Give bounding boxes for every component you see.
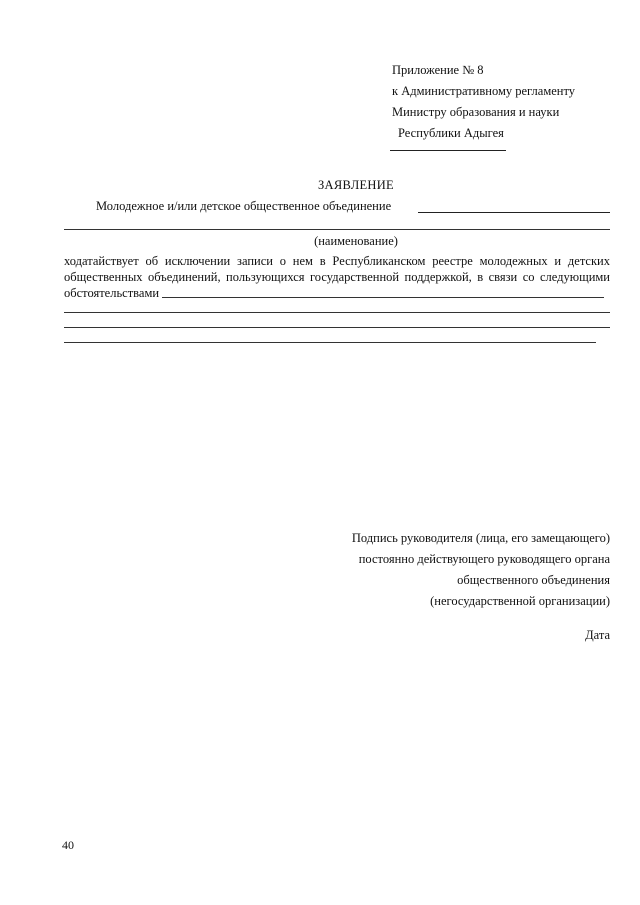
circumstances-fill-line-4[interactable] <box>64 342 596 343</box>
petition-text <box>64 253 610 301</box>
petition-line-2: общественных объединений, пользующихся государственной поддержкой, в связи со следующими <box>64 270 610 284</box>
name-caption: (наименование) <box>314 234 398 248</box>
org-name-fill-line-2[interactable] <box>64 229 610 230</box>
page-number: 40 <box>62 838 74 852</box>
petition-line-1: ходатайствует об исключении записи о нем в Республиканском реестре молодежных и детских <box>64 254 610 268</box>
signature-block <box>330 528 610 612</box>
org-name-fill-line[interactable] <box>418 212 610 213</box>
petition-line-3: обстоятельствами <box>64 286 160 300</box>
signature-line-3: общественного объединения <box>457 573 610 587</box>
signature-line-1: Подпись руководителя (лица, его замещающего) <box>351 531 610 545</box>
document-title: ЗАЯВЛЕНИЕ <box>318 178 394 192</box>
circumstances-fill-line-3[interactable] <box>64 327 610 328</box>
circumstances-fill-line-1[interactable] <box>162 297 604 298</box>
annex-regulation: к Административному регламенту <box>392 84 576 98</box>
org-label: Молодежное и/или детское общественное объединение <box>96 199 392 213</box>
annex-republic: Республики Адыгея <box>398 126 504 140</box>
annex-header <box>392 60 575 144</box>
signature-line-4: (негосударственной организации) <box>430 594 610 608</box>
date-label: Дата <box>585 628 610 642</box>
signature-line-2: постоянно действующего руководящего органа <box>358 552 610 566</box>
annex-underline <box>390 150 506 151</box>
annex-number: Приложение № 8 <box>392 63 484 77</box>
circumstances-fill-line-2[interactable] <box>64 312 610 313</box>
annex-ministry: Министру образования и науки <box>392 105 560 119</box>
